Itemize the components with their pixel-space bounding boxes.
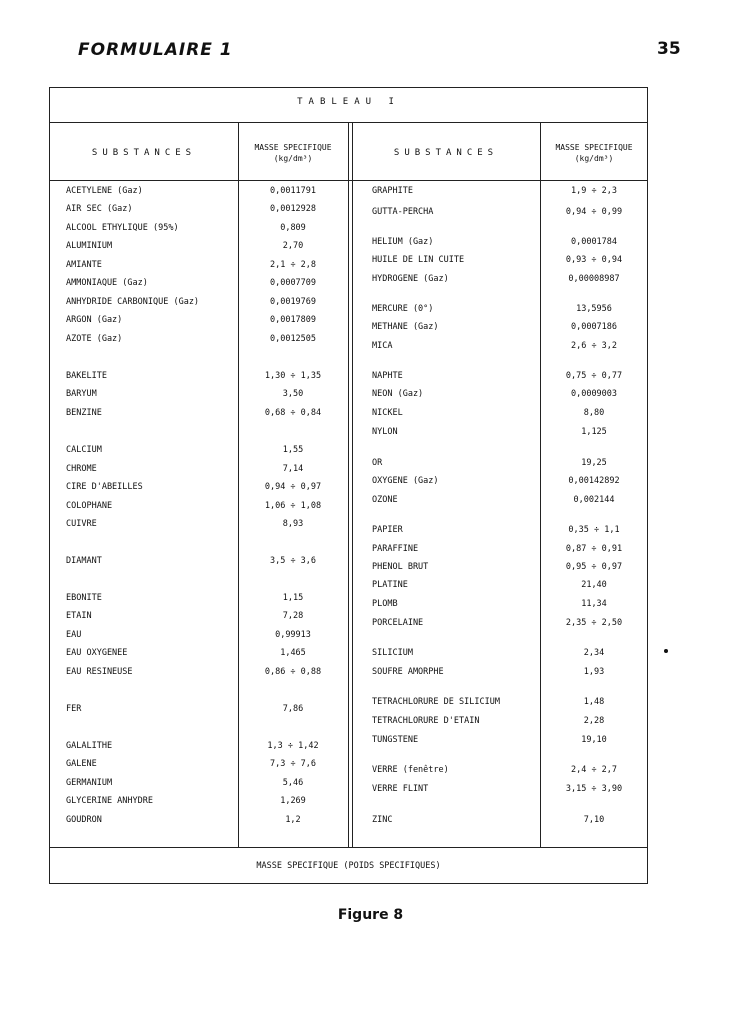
specific-mass-value: 0,0017809 (269, 315, 317, 325)
specific-mass-value: 1,30 ÷ 1,35 (264, 371, 322, 381)
specific-mass-value: 2,6 ÷ 3,2 (570, 341, 618, 351)
divider (50, 847, 647, 848)
substance-name: ETAIN (66, 611, 92, 621)
substance-name: GERMANIUM (66, 778, 113, 788)
specific-mass-value: 0,0019769 (269, 297, 317, 307)
substance-name: ALUMINIUM (66, 241, 113, 251)
substance-name: NEON (Gaz) (372, 389, 424, 399)
page-number: 35 (657, 39, 681, 59)
substance-name: SILICIUM (372, 648, 413, 658)
substance-name: OXYGENE (Gaz) (372, 476, 439, 486)
specific-mass-value: 0,809 (280, 223, 306, 233)
specific-mass-value: 3,15 ÷ 3,90 (565, 784, 623, 794)
substance-name: EBONITE (66, 593, 102, 603)
specific-mass-value: 7,10 (583, 815, 605, 825)
specific-mass-value: 7,28 (282, 611, 304, 621)
figure-caption: Figure 8 (337, 907, 404, 923)
specific-mass-value: 2,28 (583, 716, 605, 726)
column-header-masse (238, 142, 348, 164)
specific-mass-value: 2,34 (583, 648, 605, 658)
specific-mass-value: 21,40 (581, 580, 607, 590)
specific-mass-value: 0,0012505 (269, 334, 317, 344)
specific-mass-value: 3,5 ÷ 3,6 (269, 556, 317, 566)
substance-name: HUILE DE LIN CUITE (372, 255, 465, 265)
specific-mass-value: 5,46 (282, 778, 304, 788)
specific-mass-value: 2,4 ÷ 2,7 (570, 765, 618, 775)
specific-mass-value: 0,95 ÷ 0,97 (565, 562, 623, 572)
specific-mass-value: 1,93 (583, 667, 605, 677)
substance-name: ZINC (372, 815, 393, 825)
column-header-substances-right: SUBSTANCES (393, 148, 499, 158)
specific-mass-value: 1,269 (280, 796, 306, 806)
specific-mass-value: 2,1 ÷ 2,8 (269, 260, 317, 270)
substance-name: CIRE D'ABEILLES (66, 482, 143, 492)
substance-name: EAU (66, 630, 82, 640)
substance-name: METHANE (Gaz) (372, 322, 439, 332)
specific-mass-value: 0,75 ÷ 0,77 (565, 371, 623, 381)
substance-name: TETRACHLORURE D'ETAIN (372, 716, 480, 726)
specific-mass-value: 2,35 ÷ 2,50 (565, 618, 623, 628)
substance-name: GALENE (66, 759, 97, 769)
substance-name: PORCELAINE (372, 618, 424, 628)
specific-mass-value: 1,9 ÷ 2,3 (570, 186, 618, 196)
document-title: FORMULAIRE 1 (78, 40, 233, 60)
specific-mass-value: 0,68 ÷ 0,84 (264, 408, 322, 418)
substance-name: EAU RESINEUSE (66, 667, 133, 677)
substance-name: VERRE (fenêtre) (372, 765, 449, 775)
substance-name: CHROME (66, 464, 97, 474)
specific-mass-value: 1,15 (282, 593, 304, 603)
specific-mass-value: 0,94 ÷ 0,97 (264, 482, 322, 492)
specific-mass-value: 8,80 (583, 408, 605, 418)
specific-mass-value: 0,00142892 (568, 476, 620, 486)
specific-mass-value: 8,93 (282, 519, 304, 529)
column-header-substances: SUBSTANCES (91, 148, 197, 158)
specific-mass-value: 1,2 (285, 815, 301, 825)
table-caption: TABLEAU I (297, 97, 400, 107)
substance-name: CALCIUM (66, 445, 102, 455)
substance-name: FER (66, 704, 82, 714)
table-footer-caption: MASSE SPECIFIQUE (POIDS SPECIFIQUES) (256, 861, 441, 871)
substance-name: AMMONIAQUE (Gaz) (66, 278, 148, 288)
substance-name: OZONE (372, 495, 398, 505)
specific-mass-value: 0,0011791 (269, 186, 317, 196)
substance-name: DIAMANT (66, 556, 102, 566)
specific-mass-value: 0,87 ÷ 0,91 (565, 544, 623, 554)
specific-mass-value: 1,465 (280, 648, 306, 658)
specific-mass-value: 1,06 ÷ 1,08 (264, 501, 322, 511)
substance-name: PLATINE (372, 580, 408, 590)
specific-mass-value: 1,55 (282, 445, 304, 455)
specific-mass-value: 11,34 (581, 599, 607, 609)
substance-name: GOUDRON (66, 815, 102, 825)
substance-name: PAPIER (372, 525, 403, 535)
substance-name: COLOPHANE (66, 501, 113, 511)
specific-mass-value: 0,0009003 (570, 389, 618, 399)
substance-name: BENZINE (66, 408, 102, 418)
specific-mass-value: 0,0007186 (570, 322, 618, 332)
substance-name: GRAPHITE (372, 186, 413, 196)
substance-name: GALALITHE (66, 741, 113, 751)
specific-mass-value: 7,14 (282, 464, 304, 474)
substance-name: BARYUM (66, 389, 97, 399)
column-header-masse-unit: (kg/dm³) (273, 154, 313, 163)
specific-mass-value: 0,002144 (573, 495, 615, 505)
specific-mass-table (49, 87, 648, 884)
specific-mass-value: 0,0007709 (269, 278, 317, 288)
substance-name: GUTTA-PERCHA (372, 207, 434, 217)
column-header-masse-right (540, 142, 648, 164)
specific-mass-value: 0,99913 (275, 630, 311, 640)
specific-mass-value: 13,5956 (576, 304, 612, 314)
substance-name: AMIANTE (66, 260, 102, 270)
substance-name: TUNGSTENE (372, 735, 419, 745)
substance-name: GLYCERINE ANHYDRE (66, 796, 153, 806)
specific-mass-value: 0,0001784 (570, 237, 618, 247)
divider (352, 122, 353, 847)
substance-name: HYDROGENE (Gaz) (372, 274, 449, 284)
specific-mass-value: 7,3 ÷ 7,6 (269, 759, 317, 769)
substance-name: MICA (372, 341, 393, 351)
column-header-masse-line1: MASSE SPECIFIQUE (555, 143, 633, 152)
substance-name: VERRE FLINT (372, 784, 429, 794)
substance-name: NICKEL (372, 408, 403, 418)
substance-name: BAKELITE (66, 371, 107, 381)
specific-mass-value: 1,125 (581, 427, 607, 437)
substance-name: NAPHTE (372, 371, 403, 381)
specific-mass-value: 1,48 (583, 697, 605, 707)
specific-mass-value: 0,94 ÷ 0,99 (565, 207, 623, 217)
specific-mass-value: 0,00008987 (568, 274, 620, 284)
substance-name: PHENOL BRUT (372, 562, 429, 572)
substance-name: HELIUM (Gaz) (372, 237, 434, 247)
specific-mass-value: 3,50 (282, 389, 304, 399)
substance-name: PLOMB (372, 599, 398, 609)
specific-mass-value: 0,86 ÷ 0,88 (264, 667, 322, 677)
substance-name: ANHYDRIDE CARBONIQUE (Gaz) (66, 297, 200, 307)
substance-name: ALCOOL ETHYLIQUE (95%) (66, 223, 179, 233)
specific-mass-value: 0,93 ÷ 0,94 (565, 255, 623, 265)
substance-name: TETRACHLORURE DE SILICIUM (372, 697, 500, 707)
specific-mass-value: 0,35 ÷ 1,1 (568, 525, 620, 535)
substance-name: AZOTE (Gaz) (66, 334, 123, 344)
specific-mass-value: 19,10 (581, 735, 607, 745)
column-header-masse-unit: (kg/dm³) (574, 154, 614, 163)
specific-mass-value: 1,3 ÷ 1,42 (267, 741, 319, 751)
specific-mass-value: 2,70 (282, 241, 304, 251)
substance-name: OR (372, 458, 383, 468)
substance-name: AIR SEC (Gaz) (66, 204, 133, 214)
column-header-masse-line1: MASSE SPECIFIQUE (254, 143, 332, 152)
substance-name: MERCURE (0°) (372, 304, 434, 314)
substance-name: ACETYLENE (Gaz) (66, 186, 143, 196)
divider (348, 122, 349, 847)
substance-name: ARGON (Gaz) (66, 315, 123, 325)
substance-name: PARAFFINE (372, 544, 419, 554)
substance-name: EAU OXYGENEE (66, 648, 128, 658)
specific-mass-value: 19,25 (581, 458, 607, 468)
specific-mass-value: 7,86 (282, 704, 304, 714)
specific-mass-value: 0,0012928 (269, 204, 317, 214)
substance-name: SOUFRE AMORPHE (372, 667, 444, 677)
margin-mark (664, 649, 668, 653)
substance-name: NYLON (372, 427, 398, 437)
substance-name: CUIVRE (66, 519, 97, 529)
